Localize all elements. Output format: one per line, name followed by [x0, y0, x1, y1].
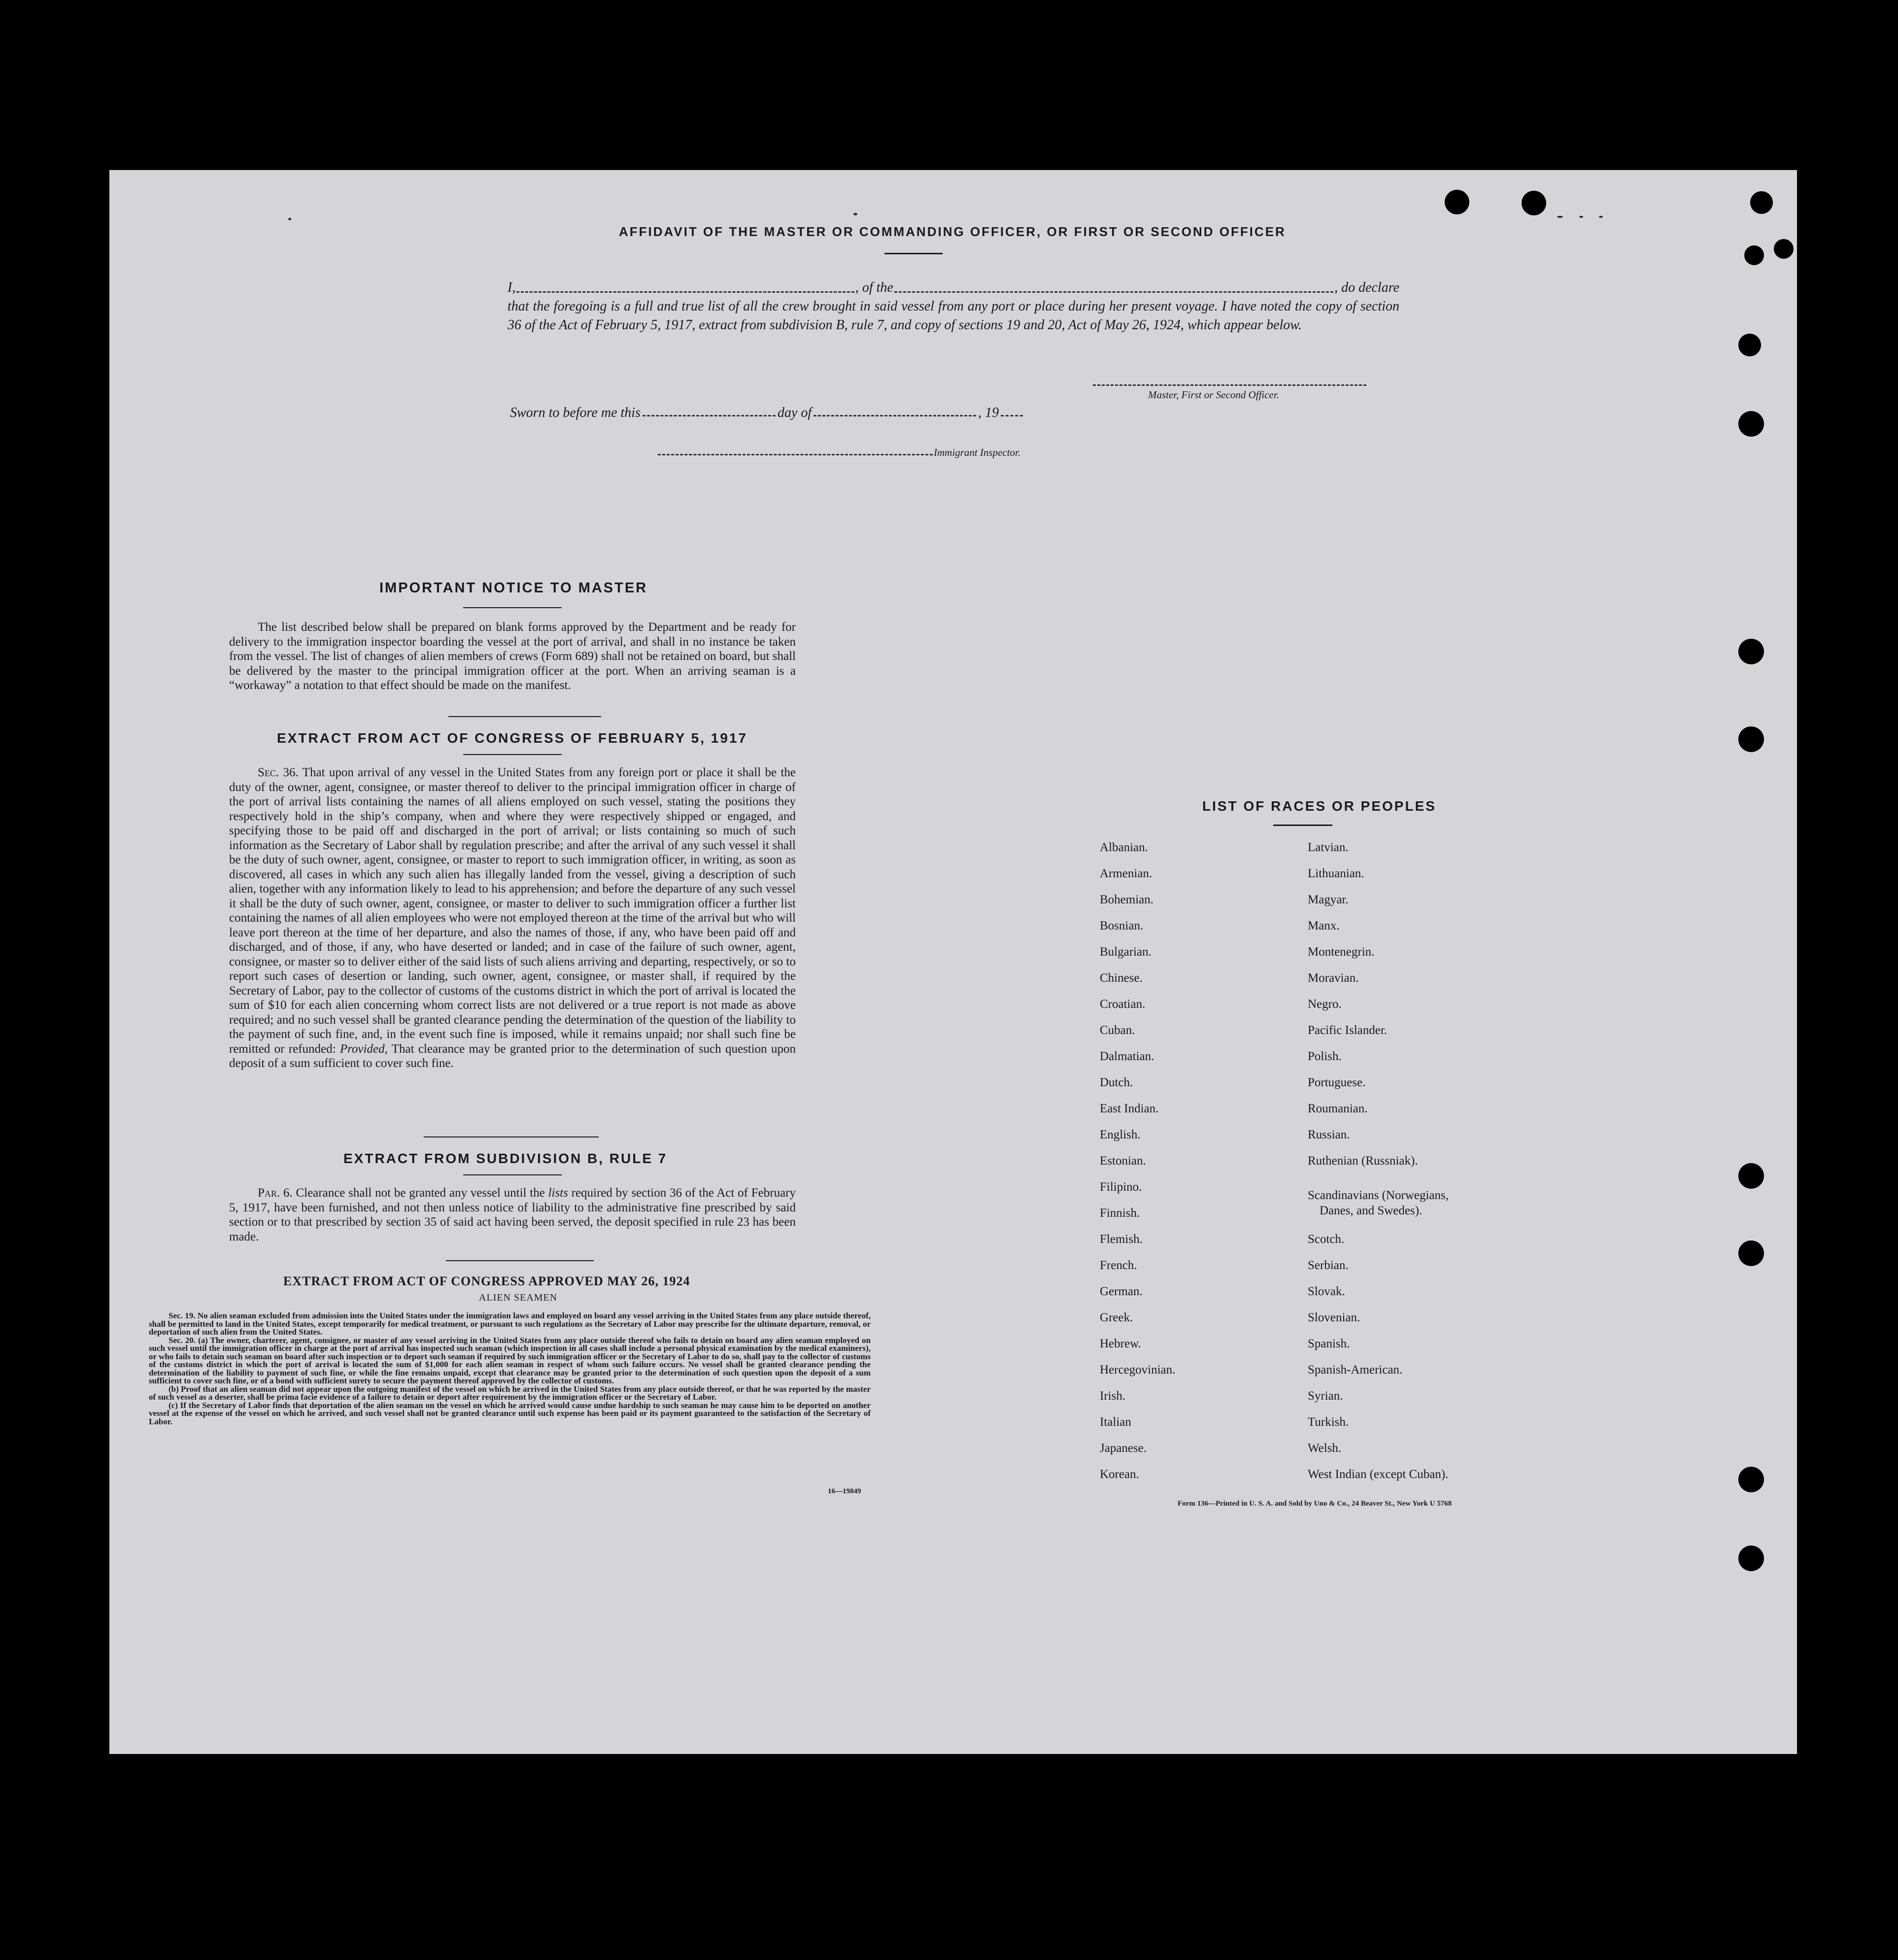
- race-item: Syrian.: [1308, 1389, 1343, 1403]
- race-item: German.: [1100, 1285, 1143, 1298]
- sworn-month-blank: [813, 405, 976, 416]
- race-item: Flemish.: [1100, 1233, 1143, 1246]
- sworn-day-blank: [643, 405, 776, 416]
- race-item: Italian: [1100, 1415, 1131, 1429]
- notice-title: IMPORTANT NOTICE TO MASTER: [379, 580, 648, 596]
- race-item: Dalmatian.: [1100, 1050, 1154, 1063]
- race-item: Japanese.: [1100, 1442, 1147, 1455]
- rule7-end-rule: [446, 1260, 594, 1261]
- race-item: Bosnian.: [1100, 919, 1144, 932]
- inspector-caption: Immigrant Inspector.: [934, 447, 1021, 458]
- section-36-end: That clearance may be granted prior to the determination of such question upon deposit of a sum sufficient to cover such fine.: [229, 1042, 796, 1070]
- extract-1917-end-rule: [424, 1136, 599, 1137]
- race-item: Lithuanian.: [1308, 867, 1364, 880]
- punch-hole: [1738, 1546, 1764, 1571]
- race-item: East Indian.: [1100, 1102, 1159, 1115]
- extract-1917-rule: [463, 754, 562, 755]
- race-item: Latvian.: [1308, 841, 1349, 854]
- alien-seamen-subtitle: ALIEN SEAMEN: [479, 1292, 558, 1303]
- punch-hole: [1445, 190, 1469, 214]
- speck: [288, 218, 291, 220]
- race-item: Slovak.: [1308, 1285, 1345, 1298]
- sworn-year-label: , 19: [978, 405, 999, 420]
- affidavit-title-rule: [884, 253, 943, 254]
- extract-1917-title: EXTRACT FROM ACT OF CONGRESS OF FEBRUARY 5, 1917: [277, 730, 748, 746]
- race-item: Albanian.: [1100, 841, 1148, 854]
- race-item: Estonian.: [1100, 1154, 1146, 1168]
- affidavit-of-the: , of the: [855, 280, 893, 295]
- race-item: Greek.: [1100, 1311, 1133, 1324]
- lists-word: lists: [548, 1186, 568, 1200]
- extract-1917-text: [229, 765, 796, 1071]
- speck: [853, 213, 857, 215]
- notice-body: The list described below shall be prepared on blank forms approved by the Department and be ready for delivery to the immigration inspector boarding the vessel at the port of arrival, and shall in no instance be taken from the vessel. The list of changes of alien members of crews (Form 689) shall not be retained on board, but shall be delivered by the master to the principal immigration officer at the port. When an arriving seaman is a “workaway” a notation to that effect should be made on the manifest.: [229, 620, 796, 692]
- section-19: Sec. 19. No alien seaman excluded from admission into the United States under the immigration laws and employed on board any vessel arriving in the United States from any place outside thereof, shall be permitted to land in the United States, except temporarily for medical treatment, or pursuant to such regulations as the Secretary of Labor may prescribe for the ultimate departure, removal, or deportation of such alien from the United States.: [149, 1311, 871, 1337]
- race-item: Irish.: [1100, 1389, 1126, 1403]
- section-20a: Sec. 20. (a) The owner, charterer, agent, consignee, or master of any vessel arriving in the United States from any place outside thereof who fails to detain on board any alien seaman employed on such vessel until the immigration officer in charge at the port of arrival has inspected such seaman (which inspection in all cases shall include a personal physical examination by the medical examiners), or who fails to detain such seaman on board after such inspection or to deport such seaman if required by such immigration officer or the Secretary of Labor to do so, shall pay to the collector of customs of the customs district in which the port of arrival is located the sum of $1,000 for each alien seaman in respect of whom such failure occurs. No vessel shall be granted clearance pending the determination of the liability to payment of such fine, or while the fine remains unpaid, except that clearance may be granted prior to the determination of such question upon the deposit of a sum sufficient to cover such fine, or of a bond with sufficient surety to secure the payment thereof approved by the collector of customs.: [149, 1335, 871, 1385]
- race-item: Dutch.: [1100, 1076, 1133, 1089]
- race-item: Bohemian.: [1100, 893, 1154, 906]
- race-item: Spanish-American.: [1308, 1363, 1403, 1376]
- affidavit-body: that the foregoing is a full and true list of all the crew brought in said vessel from any port or place during her present voyage. I have noted the copy of section 36 of the Act of February 5, 1917, extract from subdivision B, rule 7, and copy of sections 19 and 20, Act of May 26, 1924, which appear below.: [508, 299, 1399, 333]
- race-item: Slovenian.: [1308, 1311, 1360, 1324]
- race-item: Portuguese.: [1308, 1076, 1366, 1089]
- race-item: Bulgarian.: [1100, 945, 1152, 959]
- speck: [1557, 216, 1563, 218]
- master-caption: Master, First or Second Officer.: [1148, 389, 1279, 401]
- notice-title-rule: [463, 607, 562, 608]
- sworn-line: [510, 405, 1111, 421]
- affidavit-name-prefix: I,: [508, 280, 516, 295]
- section-20c: (c) If the Secretary of Labor finds that deportation of the alien seaman on the vessel on which he arrived would cause undue hardship to such seaman he may cause him to be deported on another vessel at the expense of the vessel on which he arrived, and such vessel shall not be granted clearance until such expense has been paid or its payment guaranteed to the satisfaction of the Secretary of Labor.: [149, 1400, 871, 1426]
- inspector-signature-line: [658, 454, 933, 455]
- races-title-rule: [1273, 825, 1332, 826]
- race-item: Ruthenian (Russniak).: [1308, 1154, 1418, 1168]
- race-item: Croatian.: [1100, 997, 1146, 1011]
- affidavit-title: AFFIDAVIT OF THE MASTER OR COMMANDING OFFICER, OR FIRST OR SECOND OFFICER: [619, 224, 1286, 239]
- race-item: Cuban.: [1100, 1024, 1135, 1037]
- extract-1924-text: [149, 1312, 871, 1426]
- races-title: LIST OF RACES OR PEOPLES: [1202, 798, 1436, 814]
- punch-hole: [1738, 334, 1761, 356]
- rule7-text: [229, 1186, 796, 1244]
- section-20b: (b) Proof that an alien seaman did not appear upon the outgoing manifest of the vessel on which he arrived in the United States from any place outside thereof, or that he was reported by the master of such vessel as a deserter, shall be prima facie evidence of a failure to detain or deport after requirement by the immigration officer or the Secretary of Labor.: [149, 1384, 871, 1402]
- par6-label: Par. 6.: [258, 1186, 293, 1200]
- rule7-rule: [463, 1174, 562, 1175]
- punch-hole: [1738, 1467, 1764, 1492]
- master-signature-line: [1093, 384, 1366, 386]
- punch-hole: [1738, 1240, 1764, 1266]
- race-item: Armenian.: [1100, 867, 1152, 880]
- vessel-blank: [894, 278, 1333, 293]
- name-blank: [516, 278, 854, 293]
- race-item: Montenegrin.: [1308, 945, 1375, 959]
- punch-hole: [1738, 1163, 1764, 1189]
- race-item: Scotch.: [1308, 1233, 1345, 1246]
- affidavit-declare: , do declare: [1334, 280, 1399, 295]
- affidavit-declaration: [508, 278, 1399, 335]
- form-printer-note: Form 136—Printed in U. S. A. and Sold by Uno & Co., 24 Beaver St., New York U 5768: [1178, 1500, 1452, 1508]
- punch-hole: [1522, 191, 1546, 215]
- race-item: Filipino.: [1100, 1180, 1142, 1194]
- race-item: Scandinavians (Norwegians,: [1308, 1189, 1449, 1202]
- race-item: Spanish.: [1308, 1337, 1350, 1350]
- punch-hole: [1744, 245, 1764, 265]
- race-item: Welsh.: [1308, 1442, 1342, 1455]
- punch-hole: [1738, 639, 1764, 664]
- punch-hole: [1750, 191, 1773, 214]
- sworn-day-label: day of: [777, 405, 812, 420]
- race-item: Negro.: [1308, 997, 1342, 1011]
- race-item: Manx.: [1308, 919, 1340, 932]
- race-item: Magyar.: [1308, 893, 1349, 906]
- section-36-label: Sec. 36.: [258, 766, 299, 779]
- speck: [1579, 216, 1583, 218]
- notice-end-rule: [448, 716, 601, 717]
- par6-body-a: Clearance shall not be granted any vessel until the: [296, 1186, 545, 1200]
- rule7-title: EXTRACT FROM SUBDIVISION B, RULE 7: [343, 1151, 668, 1166]
- race-item: Turkish.: [1308, 1415, 1349, 1429]
- provided-word: Provided,: [339, 1042, 388, 1056]
- race-item: Chinese.: [1100, 971, 1143, 985]
- race-item: West Indian (except Cuban).: [1308, 1468, 1449, 1481]
- race-item: Korean.: [1100, 1468, 1139, 1481]
- race-item: English.: [1100, 1128, 1141, 1141]
- race-item: Moravian.: [1308, 971, 1359, 985]
- race-item: Serbian.: [1308, 1259, 1349, 1272]
- sworn-year-blank: [1001, 405, 1023, 416]
- speck: [1599, 216, 1603, 218]
- race-item: Danes, and Swedes).: [1320, 1204, 1423, 1217]
- section-36-body: That upon arrival of any vessel in the United States from any foreign port or place it shall be the duty of the owner, agent, consignee, or master thereof to deliver to the principal immigration officer in charge of the port of arrival lists containing the names of all aliens employed on such vessel, stating the positions they respectively hold in the ship’s company, when and where they were respectively shipped or engaged, and specifying those to be paid off and discharged in the port of arrival; or lists containing so much of such information as the Secretary of Labor shall by regulation prescribe; and after the arrival of any such vessel it shall be the duty of such owner, agent, consignee, or master to report to such immigration officer, in writing, as soon as discovered, all cases in which any such alien has illegally landed from the vessel, giving a description of such alien, together with any information likely to lead to his apprehension; and before the departure of any such vessel it shall be the duty of such owner, agent, consignee, or master to deliver to such immigration officer a further list containing the names of all alien employees who were not employed thereon at the time of the arrival but who will leave port thereon at the time of her departure, and also the names of those, if any, who have been paid off and discharged, and of those, if any, who have deserted or landed; and in case of the failure of such owner, agent, consignee, or master so to deliver either of the said lists of such aliens arriving and departing, respectively, or so to report such cases of desertion or landing, such owner, agent, consignee, or master shall, if required by the Secretary of Labor, pay to the collector of customs of the customs district in which the port of arrival is located the sum of $10 for each alien concerning whom correct lists are not delivered or a true report is not made as above required; and no such vessel shall be granted clearance pending the determination of the question of the liability to the payment of such fine, and, in the event such fine is imposed, while it remains unpaid; nor shall such fine be remitted or refunded:: [229, 766, 796, 1056]
- extract-1924-title: EXTRACT FROM ACT OF CONGRESS APPROVED MAY 26, 1924: [283, 1274, 690, 1288]
- race-item: Hebrew.: [1100, 1337, 1141, 1350]
- par6-body-b: required by section 36 of the Act of February 5, 1917, have been furnished, and not then unless notice of liability to the administrative fine prescribed by said section or to that prescribed by section 35 of said act having been served, the deposit specified in rule 23 has been made.: [229, 1186, 796, 1243]
- punch-hole: [1738, 411, 1764, 437]
- print-code: 16—19849: [828, 1487, 861, 1495]
- race-item: Hercegovinian.: [1100, 1363, 1176, 1376]
- sworn-prefix: Sworn to before me this: [510, 405, 641, 420]
- race-item: Roumanian.: [1308, 1102, 1368, 1115]
- race-item: French.: [1100, 1259, 1137, 1272]
- race-item: Finnish.: [1100, 1206, 1140, 1220]
- race-item: Russian.: [1308, 1128, 1350, 1141]
- notice-text: [229, 620, 796, 693]
- punch-hole: [1738, 726, 1764, 752]
- race-item: Pacific Islander.: [1308, 1024, 1388, 1037]
- punch-hole: [1774, 239, 1794, 259]
- race-item: Polish.: [1308, 1050, 1342, 1063]
